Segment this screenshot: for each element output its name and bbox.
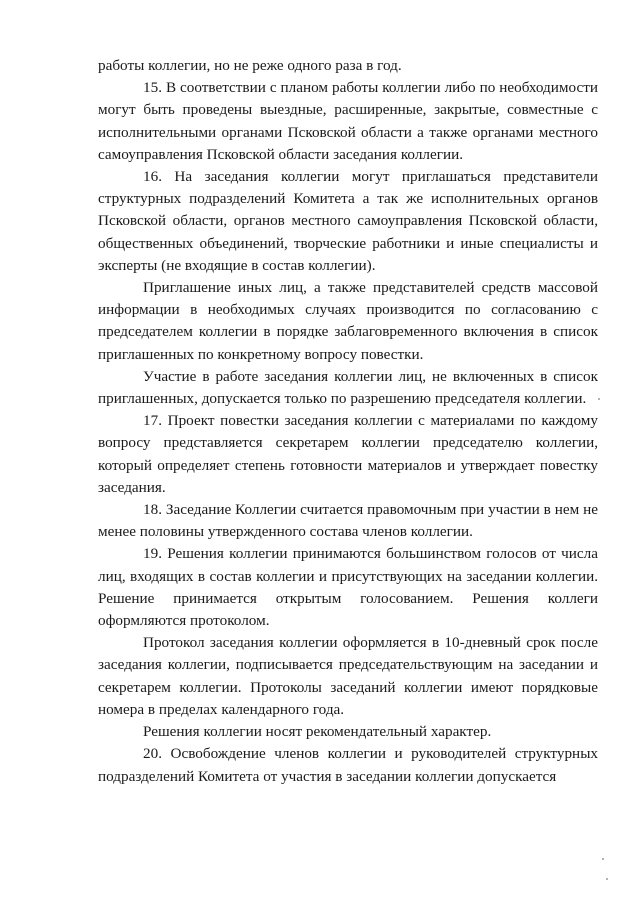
paragraph-recommendation: Решения коллегии носят рекомендательный характер. bbox=[143, 723, 492, 741]
scan-speck bbox=[606, 878, 608, 880]
paragraph-item-18: 18. Заседание Коллегии считается правомочным при участии в нем не менее половины утвержденного состава членов коллегии. bbox=[98, 501, 598, 541]
paragraph-participation: Участие в работе заседания коллегии лиц, не включенных в список приглашенных, допускается только по разрешению председателя коллегии. bbox=[98, 367, 598, 408]
paragraph-item-15: 15. В соответствии с планом работы коллегии либо по необходимости могут быть проведены выездные, расширенные, закрытые, совместные с исполнительными органами Псковской области а также органами местного самоуправления Псковской области заседания коллегии. bbox=[98, 79, 598, 163]
scan-speck bbox=[598, 398, 600, 400]
paragraph-item-17: 17. Проект повестки заседания коллегии с материалами по каждому вопросу представляется секретарем коллегии председателю коллегии, который определяет степень готовности материалов и утверждает повестку заседания. bbox=[98, 412, 598, 496]
paragraph-continuation: работы коллегии, но не реже одного раза в год. bbox=[98, 57, 402, 74]
paragraph-invitation: Приглашение иных лиц, а также представителей средств массовой информации в необходимых случаях производится по согласованию с председателем коллегии в порядке заблаговременного включения в список приглашенных по конкретному вопросу повестки. bbox=[98, 279, 598, 363]
paragraph-item-16: 16. На заседания коллегии могут приглашаться представители структурных подразделений Комитета а так же исполнительных органов Псковской области, органов местного самоуправления Псковской области, общественных объединений, творческие работники и иные специалисты и эксперты (не входящие в состав коллегии). bbox=[98, 168, 598, 274]
scan-speck bbox=[602, 858, 604, 860]
paragraph-item-19: 19. Решения коллегии принимаются большинством голосов от числа лиц, входящих в состав коллегии и присутствующих на заседании коллегии. Решение принимается открытым голосованием. Решения коллеги оформляются протоколом. bbox=[98, 545, 598, 630]
paragraph-item-20: 20. Освобождение членов коллегии и руководителей структурных подразделений Комитета от участия в заседании коллегии допускается bbox=[98, 745, 598, 785]
paragraph-protocol: Протокол заседания коллегии оформляется в 10-дневный срок после заседания коллегии, подписывается председательствующим на заседании и секретарем коллегии. Протоколы заседаний коллегии имеют порядковые номера в пределах календарного года. bbox=[98, 634, 598, 718]
